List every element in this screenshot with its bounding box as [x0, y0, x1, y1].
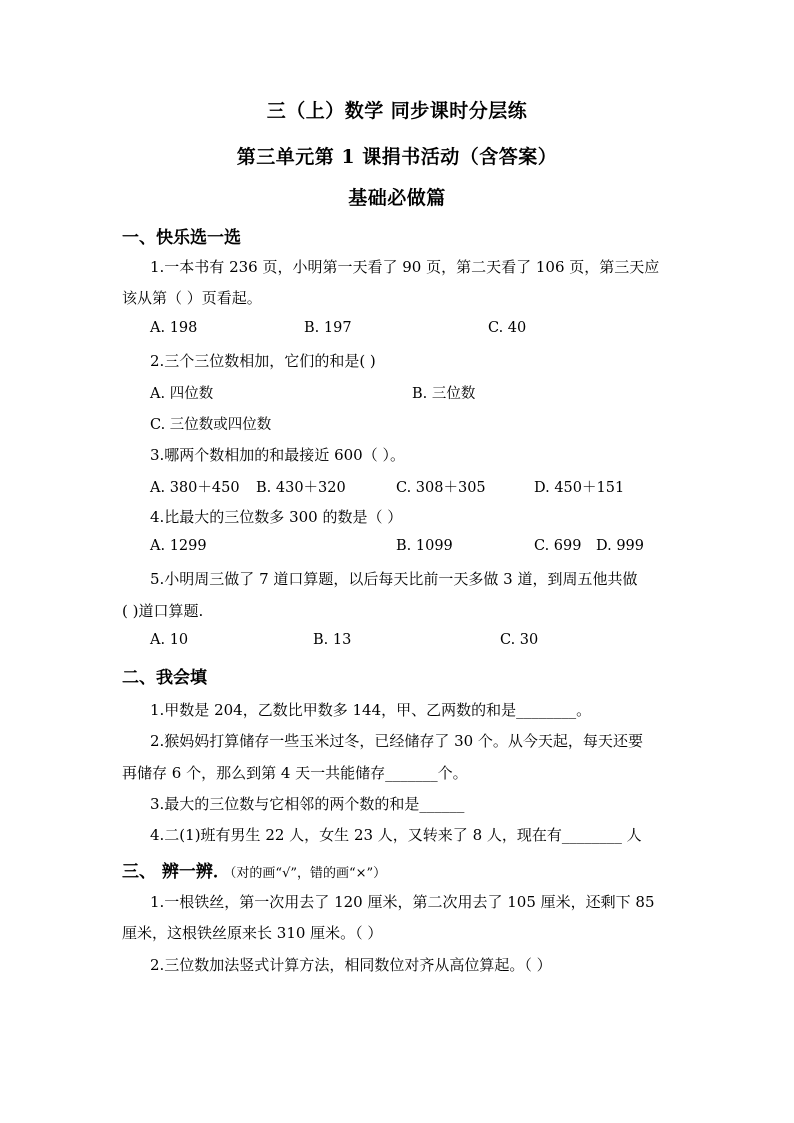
s1-q4-option-d: D. 999 — [596, 538, 645, 554]
s1-q3-option-c: C. 308＋305 — [396, 480, 486, 496]
s2-q2-line1: 2.猴妈妈打算储存一些玉米过冬，已经储存了 30 个。从今天起，每天还要 — [150, 732, 643, 750]
s1-q3-option-a: A. 380＋450 — [150, 480, 240, 496]
section3-heading — [122, 857, 386, 882]
s1-q4-option-b: B. 1099 — [396, 538, 453, 554]
s2-q3: 3.最大的三位数与它相邻的两个数的和是______ — [150, 795, 465, 813]
s2-q1: 1.甲数是 204，乙数比甲数多 144，甲、乙两数的和是________。 — [150, 701, 592, 719]
section3-note: （对的画“√”，错的画“×”） — [229, 866, 387, 881]
section1-heading: 一、快乐选一选 — [122, 228, 241, 248]
s1-q2-line1: 2.三个三位数相加，它们的和是( ) — [150, 352, 376, 370]
s1-q1-line1: 1.一本书有 236 页，小明第一天看了 90 页，第二天看了 106 页，第三天应 — [150, 258, 660, 276]
s1-q5-option-a: A. 10 — [150, 632, 189, 648]
s2-q2-line2: 再储存 6 个，那么到第 4 天一共能储存_______个。 — [122, 764, 468, 782]
s1-q3-line1: 3.哪两个数相加的和最接近 600（ ）。 — [150, 446, 405, 464]
s1-q5-line2: ( )道口算题. — [122, 602, 204, 620]
worksheet-title: 三（上）数学 同步课时分层练 — [266, 100, 528, 122]
s1-q1-option-b: B. 197 — [304, 320, 352, 336]
s1-q2-option-a: A. 四位数 — [150, 386, 214, 402]
level-title: 基础必做篇 — [348, 187, 446, 209]
s1-q1-line2: 该从第（ ）页看起。 — [122, 289, 262, 307]
s3-q2: 2.三位数加法竖式计算方法，相同数位对齐从高位算起。（ ） — [150, 956, 552, 974]
section2-heading: 二、我会填 — [122, 668, 207, 688]
s1-q3-option-b: B. 430＋320 — [256, 480, 346, 496]
s1-q1-option-a: A. 198 — [150, 320, 198, 336]
s1-q5-option-c: C. 30 — [500, 632, 539, 648]
s3-q1-line2: 厘米，这根铁丝原来长 310 厘米。（ ） — [122, 924, 383, 942]
s1-q4-option-a: A. 1299 — [150, 538, 207, 554]
s1-q2-option-c: C. 三位数或四位数 — [150, 417, 272, 433]
s1-q2-option-b: B. 三位数 — [412, 386, 476, 402]
s1-q5-option-b: B. 13 — [313, 632, 352, 648]
s1-q3-option-d: D. 450＋151 — [534, 480, 625, 496]
s1-q4-option-c: C. 699 — [534, 538, 582, 554]
s2-q4: 4.二(1)班有男生 22 人，女生 23 人，又转来了 8 人，现在有________ 人 — [150, 826, 642, 844]
lesson-title: 第三单元第 1 课捐书活动（含答案） — [236, 146, 558, 168]
s1-q4-line1: 4.比最大的三位数多 300 的数是（ ） — [150, 508, 403, 526]
s1-q5-line1: 5.小明周三做了 7 道口算题，以后每天比前一天多做 3 道，到周五他共做 — [150, 570, 638, 588]
section3-title: 三、 辨一辨． — [122, 862, 230, 882]
s1-q1-option-c: C. 40 — [488, 320, 527, 336]
s3-q1-line1: 1.一根铁丝，第一次用去了 120 厘米，第二次用去了 105 厘米，还剩下 85 — [150, 893, 655, 911]
